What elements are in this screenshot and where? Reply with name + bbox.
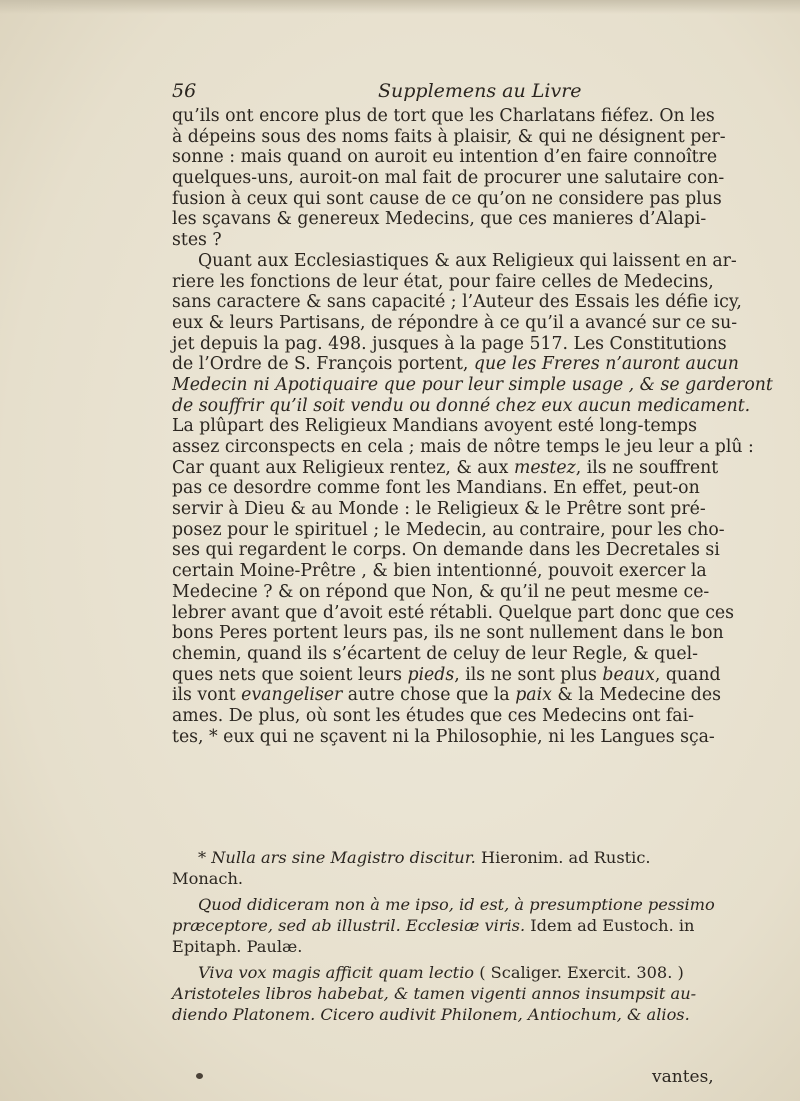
footnote-line (172, 915, 792, 936)
body-segment: sans caractere & sans capacité ; l’Auteur des Essais les défie icy, (172, 292, 742, 313)
body-line (172, 685, 792, 706)
body-line (172, 334, 792, 355)
body-line (172, 706, 792, 727)
footnote-segment: Epitaph. Paulæ. (172, 936, 303, 956)
body-line (172, 230, 792, 251)
body-line (172, 665, 792, 686)
body-segment: ques nets que soient leurs (172, 664, 402, 685)
body-segment: & la Medecine des (557, 685, 721, 706)
body-line (172, 416, 792, 437)
body-segment: ils vont (172, 685, 236, 706)
body-segment: Medecin ni Apotiquaire que pour leur simple usage , & se garderont (172, 374, 773, 395)
body-line (172, 727, 792, 748)
body-segment: ses qui regardent le corps. On demande dans les Decretales si (172, 540, 720, 561)
body-segment: beaux (602, 664, 655, 685)
body-line (172, 375, 792, 396)
body-segment: jet depuis la pag. 498. jusques à la page 517. Les Constitutions (172, 333, 727, 354)
body-line (172, 313, 792, 334)
footnote-segment: ( Scaliger. Exercit. 308. ) (474, 963, 684, 983)
body-line (172, 354, 792, 375)
footnote-segment: Monach. (172, 868, 244, 888)
body-line (172, 437, 792, 458)
footnote-line (172, 868, 792, 889)
body-segment: stes ? (172, 230, 222, 251)
body-line (172, 540, 792, 561)
footnote-segment: Nulla ars sine Magistro discitur. (211, 848, 476, 867)
body-segment: riere les fonctions de leur état, pour faire celles de Medecins, (172, 271, 714, 292)
body-line (172, 603, 792, 624)
body-segment: ames. De plus, où sont les études que ces Medecins ont fai- (172, 705, 694, 726)
body-segment: evangeliser (241, 685, 343, 706)
body-segment: pas ce desordre comme font les Mandians. En effet, peut-on (172, 478, 700, 499)
body-segment: de souffrir qu’il soit vendu ou donné chez eux aucun medicament. (172, 395, 751, 416)
running-title: Supplemens au Livre (378, 80, 582, 102)
footnote-segment: Hieronim. ad Rustic. (475, 848, 651, 867)
body-segment: La plûpart des Religieux Mandians avoyent esté long-temps (172, 416, 697, 437)
body-segment: de l’Ordre de S. François portent, (172, 354, 469, 375)
footnote-segment: Viva vox magis afficit quam lectio (198, 963, 475, 983)
page-header (172, 80, 732, 106)
body-segment: les sçavans & genereux Medecins, que ces manieres d’Alapi- (172, 209, 707, 230)
body-segment: quelques-uns, auroit-on mal fait de procurer une salutaire con- (172, 168, 725, 189)
body-line (172, 561, 792, 582)
footnotes (172, 847, 792, 1025)
footnote-segment: præceptore, sed ab illustril. Ecclesiæ viris. (172, 916, 526, 936)
page-edge-shadow (0, 0, 800, 14)
body-segment: eux & leurs Partisans, de répondre à ce qu’il a avancé sur ce su- (172, 312, 738, 333)
body-segment: autre chose que la (347, 685, 510, 706)
body-line (172, 499, 792, 520)
body-line (172, 458, 792, 479)
body-line (172, 189, 792, 210)
body-segment: , ils ne souffrent (575, 457, 719, 478)
body-segment: certain Moine-Prêtre , & bien intentionné, pouvoit exercer la (172, 561, 707, 582)
body-line (172, 168, 792, 189)
footnote-line (172, 962, 792, 983)
footnote-line (172, 894, 792, 915)
body-line (172, 520, 792, 541)
catchword: vantes, (652, 1067, 714, 1087)
body-segment: paix (515, 685, 552, 706)
body-segment: que les Freres n’auront aucun (473, 354, 739, 375)
footnote-segment: Aristoteles libros habebat, & tamen vigenti annos insumpsit au- (172, 984, 697, 1004)
body-line (172, 127, 792, 148)
body-line (172, 623, 792, 644)
ink-blot (196, 1073, 203, 1079)
body-segment: bons Peres portent leurs pas, ils ne sont nullement dans le bon (172, 623, 724, 644)
body-segment: tes, * eux qui ne sçavent ni la Philosophie, ni les Langues sça- (172, 726, 715, 747)
body-line (172, 644, 792, 665)
body-segment: fusion à ceux qui sont cause de ce qu’on ne considere pas plus (172, 188, 722, 209)
footnote-segment: diendo Platonem. Cicero audivit Philonem, Antiochum, & alios. (172, 1004, 690, 1024)
footnote-segment: * (198, 848, 212, 867)
body-segment: servir à Dieu & au Monde : le Religieux & le Prêtre sont pré- (172, 499, 706, 520)
body-line (172, 478, 792, 499)
body-segment: chemin, quand ils s’écartent de celuy de leur Regle, & quel- (172, 643, 698, 664)
body-line (172, 106, 792, 127)
body-segment: mestez (513, 457, 576, 478)
body-segment: qu’ils ont encore plus de tort que les Charlatans fiéfez. On les (172, 106, 715, 126)
body-segment: assez circonspects en cela ; mais de nôtre temps le jeu leur a plû : (172, 437, 754, 457)
footnote-line (172, 1004, 792, 1025)
body-segment: Car quant aux Religieux rentez, & aux (172, 457, 509, 478)
main-text (172, 106, 792, 747)
body-line (172, 292, 792, 313)
body-segment: Medecine ? & on répond que Non, & qu’il ne peut mesme ce- (172, 581, 710, 602)
body-line (172, 396, 792, 417)
footnote-line (172, 847, 792, 868)
footnote-line (172, 983, 792, 1004)
body-segment: à dépeins sous des noms faits à plaisir, & qui ne désignent per- (172, 126, 726, 147)
body-segment: Quant aux Ecclesiastiques & aux Religieux qui laissent en ar- (198, 250, 737, 271)
body-segment: sonne : mais quand on auroit eu intention d’en faire connoître (172, 147, 718, 168)
footnote-segment: Idem ad Eustoch. in (525, 916, 695, 936)
body-line (172, 147, 792, 168)
body-segment: , quand (654, 664, 721, 685)
body-segment: , ils ne sont plus (454, 664, 597, 685)
footnote-segment: Quod didiceram non à me ipso, id est, à presumptione pessimo (198, 895, 715, 915)
body-line (172, 251, 792, 272)
body-segment: pieds (407, 664, 455, 685)
body-segment: lebrer avant que d’avoit esté rétabli. Quelque part donc que ces (172, 602, 734, 623)
body-segment: posez pour le spirituel ; le Medecin, au contraire, pour les cho- (172, 519, 725, 540)
body-line (172, 582, 792, 603)
body-line (172, 209, 792, 230)
page-number: 56 (172, 80, 197, 102)
footnote-line (172, 936, 792, 957)
body-line (172, 272, 792, 293)
